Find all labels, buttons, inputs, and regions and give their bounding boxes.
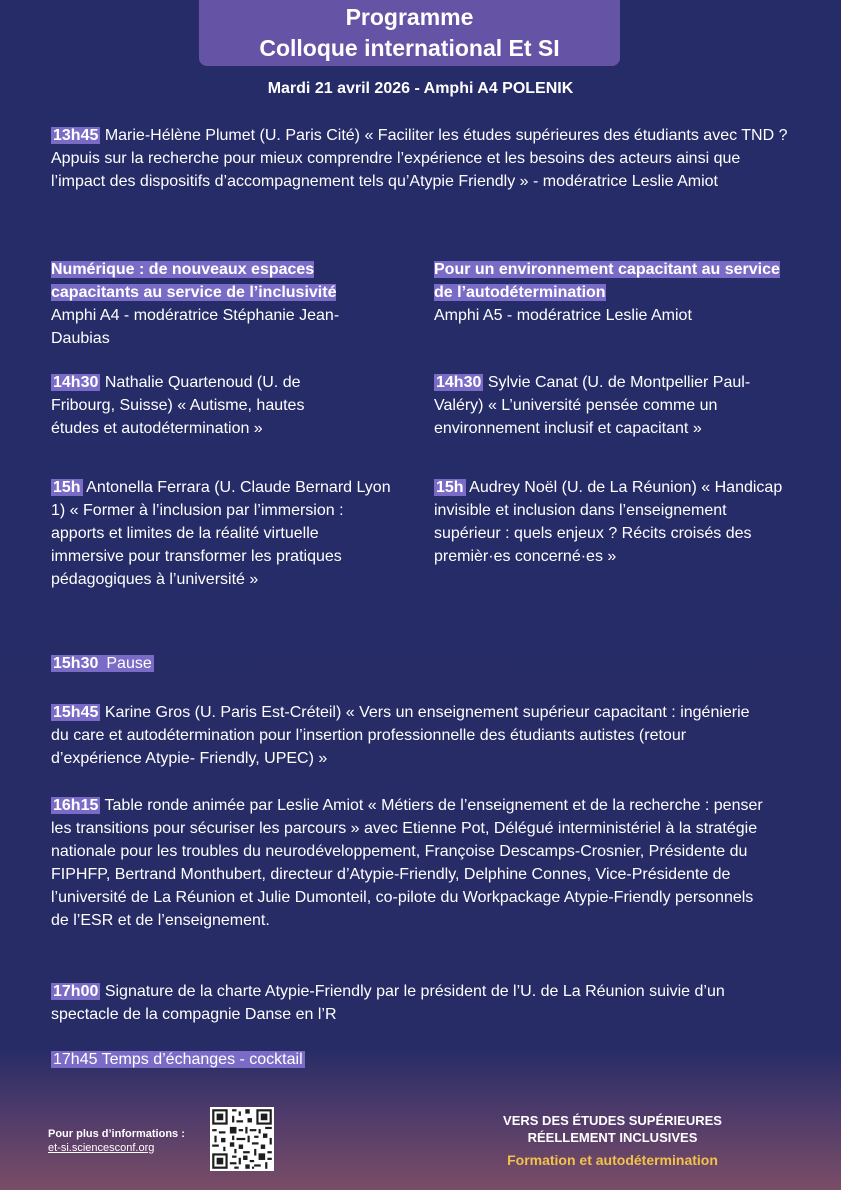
track-right-talk-1-time: 14h30 bbox=[436, 374, 482, 391]
track-left-talk-2 bbox=[51, 476, 391, 591]
track-right-talk-2-time: 15h bbox=[436, 479, 464, 496]
roundtable bbox=[51, 794, 766, 932]
pause-time: 15h30 bbox=[53, 655, 99, 672]
track-right-room: Amphi A5 - modératrice Leslie Amiot bbox=[434, 307, 692, 324]
track-left-talk-1-time: 14h30 bbox=[53, 374, 99, 391]
event-date: Mardi 21 avril 2026 - Amphi A4 POLENIK bbox=[267, 80, 574, 97]
qr-code-icon[interactable] bbox=[210, 1107, 274, 1171]
roundtable-time: 16h15 bbox=[53, 797, 99, 814]
tagline-line-2: RÉELLEMENT INCLUSIVES bbox=[527, 1130, 698, 1145]
track-left-talk-2-text: Antonella Ferrara (U. Claude Bernard Lyon 1) « Former à l’inclusion par l’immersion : apports et limites de la réalité virtuelle immersive pour transformer les pratiques pédagogiques à l’université » bbox=[51, 479, 391, 588]
track-right-header bbox=[434, 258, 794, 327]
track-left-header bbox=[51, 258, 391, 350]
track-left-room: Amphi A4 - modératrice Stéphanie Jean-Daubias bbox=[51, 307, 340, 347]
info-link[interactable]: et-si.sciencesconf.org bbox=[48, 1142, 155, 1154]
track-right-title: Pour un environnement capacitant au service de l’autodétermination bbox=[434, 261, 780, 301]
talk-1545 bbox=[51, 701, 771, 770]
title-banner bbox=[199, 0, 620, 66]
track-left-talk-1-text: Nathalie Quartenoud (U. de Fribourg, Suisse) « Autisme, hautes études et autodétermination » bbox=[51, 374, 305, 437]
track-left-talk-2-time: 15h bbox=[53, 479, 81, 496]
opening-time: 13h45 bbox=[53, 127, 99, 144]
pause-item bbox=[51, 652, 351, 675]
pause-label: Pause bbox=[100, 655, 153, 672]
track-left-talk-1 bbox=[51, 371, 351, 440]
track-right-talk-1 bbox=[434, 371, 799, 440]
closing-label: 17h45 Temps d’échanges - cocktail bbox=[53, 1051, 303, 1068]
roundtable-text: Table ronde animée par Leslie Amiot « Métiers de l’enseignement et de la recherche : penser les transitions pour sécuriser les parcours » avec Etienne Pot, Délégué interministériel à la stratégie nationale pour les troubles du neurodéveloppement, Françoise Descamps-Crosnier, Présidente du FIPHFP, Bertrand Monthubert, directeur d’Atypie-Friendly, Delphine Connes, Vice-Présidente de l’université de La Réunion et Julie Dumonteil, co-pilote du Workpackage Atypie-Friendly personnels de l’ESR et de l’enseignement. bbox=[51, 797, 763, 929]
opening-text: Marie-Hélène Plumet (U. Paris Cité) « Faciliter les études supérieures des étudiants avec TND ? Appuis sur la recherche pour mieux comprendre l’expérience et les besoins des acteurs ainsi que l’impact des dispositifs d’accompagnement tels qu’Atypie Friendly » - modératrice Leslie Amiot bbox=[51, 127, 788, 190]
track-right-talk-1-text: Sylvie Canat (U. de Montpellier Paul-Valéry) « L’université pensée comme un environnement inclusif et capacitant » bbox=[434, 374, 751, 437]
signature-text: Signature de la charte Atypie-Friendly par le président de l’U. de La Réunion suivie d’un spectacle de la compagnie Danse en l’R bbox=[51, 983, 725, 1023]
tagline bbox=[470, 1112, 755, 1169]
info-label: Pour plus d’informations : bbox=[48, 1128, 185, 1140]
talk-1545-text: Karine Gros (U. Paris Est-Créteil) « Vers un enseignement supérieur capacitant : ingénierie du care et autodétermination pour l’insertion professionnelle des étudiants autistes (retour d’expérience Atypie- Friendly, UPEC) » bbox=[51, 704, 750, 767]
tagline-line-1: VERS DES ÉTUDES SUPÉRIEURES bbox=[503, 1113, 722, 1128]
track-left-title: Numérique : de nouveaux espaces capacitants au service de l’inclusivité bbox=[51, 261, 337, 301]
signature-time: 17h00 bbox=[53, 983, 99, 1000]
title-line-2: Colloque international Et SI bbox=[259, 35, 560, 61]
talk-1545-time: 15h45 bbox=[53, 704, 99, 721]
title-line-1: Programme bbox=[345, 4, 474, 30]
track-right-talk-2 bbox=[434, 476, 794, 568]
tagline-subtitle: Formation et autodétermination bbox=[507, 1152, 718, 1168]
track-right-talk-2-text: Audrey Noël (U. de La Réunion) « Handicap invisible et inclusion dans l’enseignement supérieur : quels enjeux ? Récits croisés des premièr·es concerné·es » bbox=[434, 479, 783, 565]
footer-info bbox=[48, 1127, 185, 1155]
closing bbox=[51, 1048, 451, 1071]
signature bbox=[51, 980, 756, 1026]
opening-talk bbox=[51, 124, 791, 193]
